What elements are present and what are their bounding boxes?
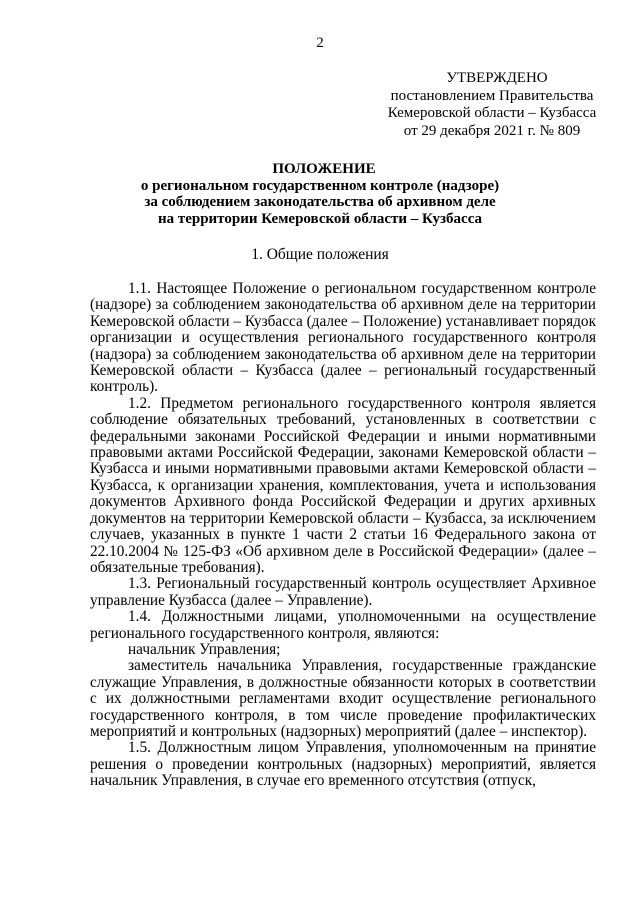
paragraph-1-2: 1.2. Предметом регионального государственного контроля является соблюдение обязательных требований, установленных в соответствии с федеральными законами Российской Федерации и иными нормативными правовыми актами Российской Федерации, законами Кемеровской области – Кузбасса и иными нормативными правовыми актами Кемеровской области – Кузбасса, к организации хранения, комплектования, учета и использования документов Архивного фонда Российской Федерации и других архивных документов на территории Кемеровской области – Кузбасса, за исключением случаев, указанных в пункте 1 части 2 статьи 16 Федерального закона от 22.10.2004 № 125-ФЗ «Об архивном деле в Российской Федерации» (далее – обязательные требования). (90, 394, 596, 576)
approval-stamp (382, 70, 602, 140)
approval-line-3: от 29 декабря 2021 г. № 809 (403, 122, 581, 139)
paragraph-head-of-department: начальник Управления; (128, 640, 281, 658)
document-body (90, 281, 596, 790)
paragraph-1-1: 1.1. Настоящее Положение о региональном государственном контроле (надзоре) за соблюдением законодательства об архивном деле на территории Кемеровской области – Кузбасса (далее – Положение) устанавливает порядок организации и осуществления регионального государственного контроля (надзора) за соблюдением законодательства об архивном деле на территории Кемеровской области – Кузбасса (далее – региональный государственный контроль). (90, 280, 596, 396)
approval-heading: УТВЕРЖДЕНО (446, 70, 548, 86)
paragraph-1-5: 1.5. Должностным лицом Управления, уполномоченным на принятие решения о проведении контрольных (надзорных) мероприятий, является начальник Управления, в случае его временного отсутствия (отпуск, (90, 739, 596, 790)
document-title (0, 161, 640, 227)
title-main: ПОЛОЖЕНИЕ (272, 161, 376, 177)
title-line-3: на территории Кемеровской области – Кузбасса (157, 210, 483, 227)
title-line-2: за соблюдением законодательства об архивном деле (144, 194, 496, 210)
page-number: 2 (316, 35, 324, 51)
approval-line-2: Кемеровской области – Кузбасса (387, 105, 597, 121)
paragraph-deputy-and-inspectors: заместитель начальника Управления, государственные гражданские служащие Управления, в должностные обязанности которых в соответствии с их должностными регламентами входит осуществление регионального государственного контроля, в том числе проведение профилактических мероприятий и контрольных (надзорных) мероприятий (далее – инспектор). (90, 657, 596, 740)
title-line-1: о региональном государственном контроле (надзоре) (140, 177, 500, 194)
section-heading: 1. Общие положения (251, 246, 389, 263)
paragraph-1-4: 1.4. Должностными лицами, уполномоченными на осуществление регионального государственного контроля, являются: (90, 608, 596, 642)
approval-line-1: постановлением Правительства (390, 87, 594, 104)
paragraph-1-3: 1.3. Региональный государственный контроль осуществляет Архивное управление Кузбасса (далее – Управление). (90, 575, 596, 609)
